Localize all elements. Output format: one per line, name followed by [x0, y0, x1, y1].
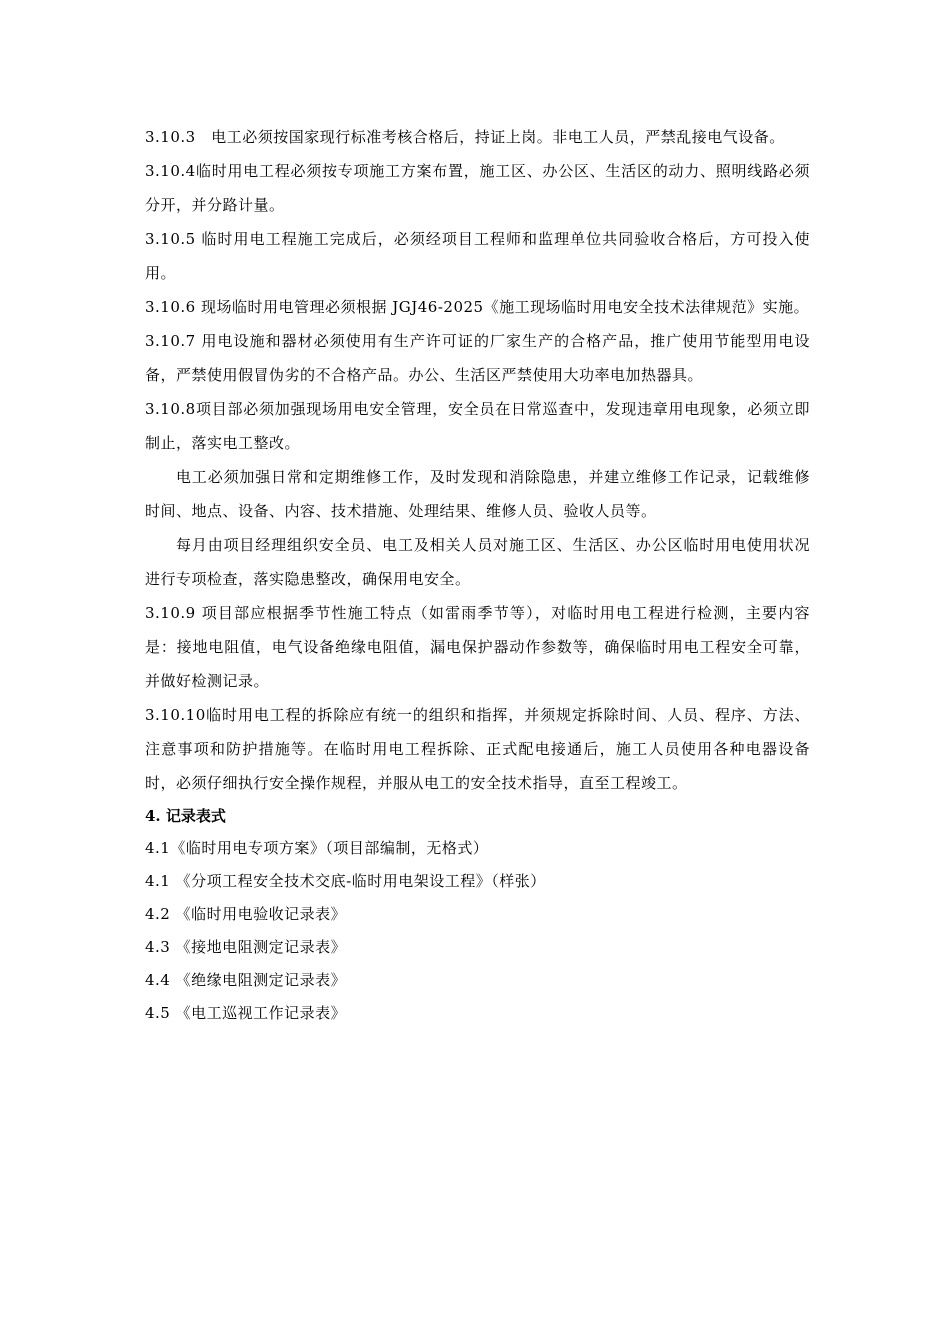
clause-3-10-7: 3.10.7 用电设施和器材必须使用有生产许可证的厂家生产的合格产品，推广使用节能型用电设备，严禁使用假冒伪劣的不合格产品。办公、生活区严禁使用大功率电加热器具。: [145, 332, 810, 384]
record-item: 4.5 《电工巡视工作记录表》: [145, 1004, 347, 1022]
clause-3-10-9: 3.10.9 项目部应根据季节性施工特点（如雷雨季节等），对临时用电工程进行检测，主要内容是：接地电阻值，电气设备绝缘电阻值，漏电保护器动作参数等，确保临时用电工程安全可靠，并做好检测记录。: [145, 604, 810, 690]
record-item: 4.2 《临时用电验收记录表》: [145, 905, 347, 923]
clause-3-10-8: 3.10.8项目部必须加强现场用电安全管理，安全员在日常巡查中，发现违章用电现象，必须立即制止，落实电工整改。: [145, 400, 810, 452]
maintenance-paragraph: 电工必须加强日常和定期维修工作，及时发现和消除隐患，并建立维修工作记录，记载维修时间、地点、设备、内容、技术措施、处理结果、维修人员、验收人员等。: [145, 468, 810, 520]
monthly-inspection-paragraph: 每月由项目经理组织安全员、电工及相关人员对施工区、生活区、办公区临时用电使用状况进行专项检查，落实隐患整改，确保用电安全。: [145, 536, 810, 588]
clause-3-10-4: 3.10.4临时用电工程必须按专项施工方案布置，施工区、办公区、生活区的动力、照明线路必须分开，并分路计量。: [145, 162, 810, 214]
clause-3-10-3: 3.10.3 电工必须按国家现行标准考核合格后，持证上岗。非电工人员，严禁乱接电气设备。: [145, 128, 785, 146]
record-item: 4.4 《绝缘电阻测定记录表》: [145, 971, 347, 989]
clause-3-10-10: 3.10.10临时用电工程的拆除应有统一的组织和指挥，并须规定拆除时间、人员、程序、方法、注意事项和防护措施等。在临时用电工程拆除、正式配电接通后，施工人员使用各种电器设备时，必须仔细执行安全操作规程，并服从电工的安全技术指导，直至工程竣工。: [145, 706, 810, 792]
document-page: [145, 120, 810, 1030]
record-item: 4.3 《接地电阻测定记录表》: [145, 938, 347, 956]
clause-3-10-6: 3.10.6 现场临时用电管理必须根据 JGJ46-2025《施工现场临时用电安全技术法律规范》实施。: [145, 298, 810, 316]
record-item: 4.1 《分项工程安全技术交底-临时用电架设工程》（样张）: [145, 872, 546, 890]
clause-3-10-5: 3.10.5 临时用电工程施工完成后，必须经项目工程师和监理单位共同验收合格后，方可投入使用。: [145, 230, 810, 282]
section-4-heading: 4. 记录表式: [145, 807, 226, 825]
record-item: 4.1《临时用电专项方案》（项目部编制，无格式）: [145, 839, 489, 857]
